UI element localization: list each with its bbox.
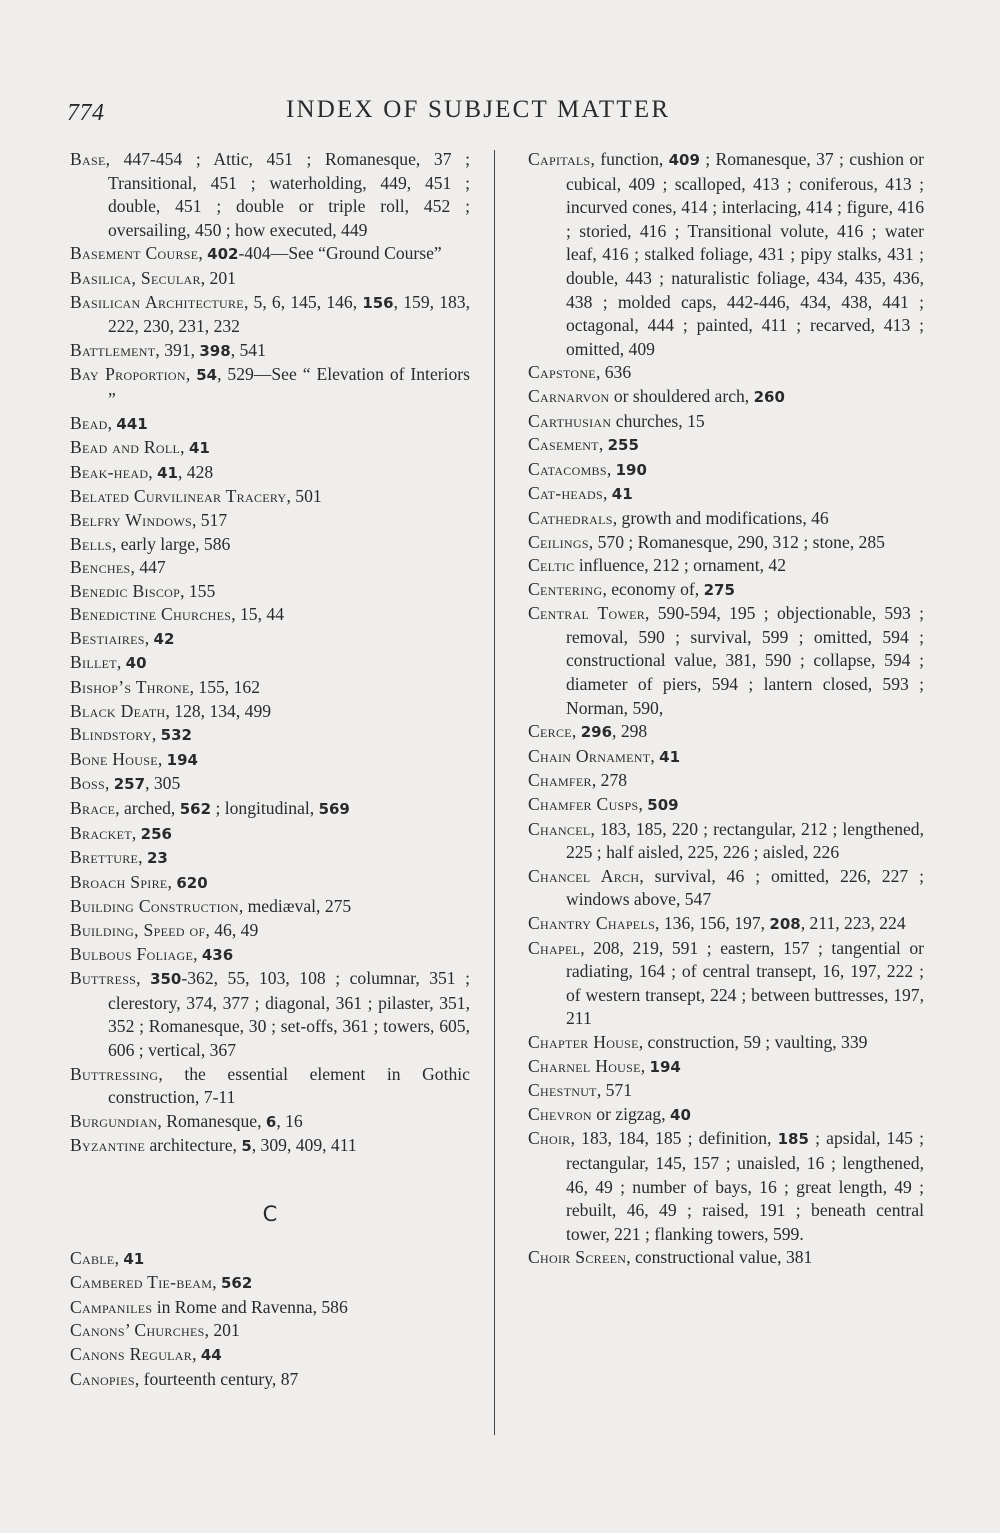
entry-bold-ref: 6 — [265, 1112, 277, 1131]
entry-heading: Bishop’s Throne — [70, 677, 190, 698]
entry-heading: Chapel — [528, 937, 581, 958]
left-column — [70, 148, 470, 1391]
entry-text: , survival, 46 ; omitted, 226, 227 ; windows above, 547 — [566, 865, 925, 910]
entry-bold-ref: 436 — [201, 945, 234, 964]
entry-bold-ref: 350 — [150, 970, 182, 989]
entry-heading: Carnarvon — [528, 385, 610, 406]
entry-text: , 5, 6, 145, 146, — [243, 291, 363, 312]
entry-text: , 541 — [230, 339, 266, 360]
entry-text: , 201 — [200, 267, 236, 288]
entry-bold-ref: 257 — [113, 775, 146, 794]
entry-text: , — [167, 871, 177, 892]
entry-text: , 211, 223, 224 — [800, 913, 906, 933]
column-divider — [494, 150, 495, 1435]
index-entry — [70, 895, 470, 919]
entry-text: , 529—See “ Elevation of Interiors ” — [108, 364, 471, 409]
index-entry — [70, 822, 470, 847]
section-letter: C — [262, 1201, 278, 1226]
entry-text: , 501 — [286, 486, 322, 507]
index-entry — [70, 509, 470, 533]
entry-heading: Bay Proportion — [70, 364, 186, 385]
entry-heading: Bone House — [70, 748, 158, 769]
index-entry — [70, 580, 470, 604]
entry-text: , 590-594, 195 ; objectionable, 593 ; removal, 590 ; survival, 599 ; omitted, 594 ; constructional value, 381, 590 ; collapse, 594 ; diameter of piers, 594 ; lantern closed, 593 ; Norman, 590, — [566, 603, 924, 718]
entry-heading: Bretture — [70, 847, 139, 868]
entry-heading: Buttress — [70, 968, 137, 989]
index-entry — [70, 461, 470, 486]
entry-text: architecture, — [145, 1135, 242, 1156]
entry-heading: Basilica, Secular — [70, 267, 201, 288]
entry-text: , 517 — [191, 509, 228, 530]
entry-text: , construction, 59 ; vaulting, 339 — [638, 1031, 868, 1052]
entry-text: , 208, 219, 591 ; eastern, 157 ; tangential or radiating, 164 ; of central transept, 16, 197, 222 ; of western transept, 224 ; between buttresses, 197, 211 — [566, 937, 924, 1029]
entry-bold-ref: 41 — [157, 463, 178, 482]
entry-heading: Chancel — [528, 818, 591, 839]
index-entry — [528, 458, 924, 483]
index-entry — [70, 651, 470, 676]
entry-text: , 155 — [180, 580, 216, 601]
entry-bold-ref: 190 — [615, 460, 647, 479]
entry-text: , 155, 162 — [189, 677, 260, 698]
entry-heading: Campaniles — [70, 1296, 153, 1317]
entry-text: , — [114, 1247, 124, 1268]
entry-bold-ref: 256 — [140, 824, 172, 843]
index-entry — [528, 1246, 924, 1270]
index-entry — [70, 919, 470, 943]
entry-text: , the essential element in Gothic construction, 7-11 — [108, 1063, 470, 1108]
entry-heading: Casement — [528, 434, 599, 455]
page-title: INDEX OF SUBJECT MATTER — [286, 96, 671, 123]
entry-text: , — [151, 724, 161, 745]
entry-text: , — [116, 652, 126, 673]
entry-heading: Chantry Chapels — [528, 913, 656, 933]
entry-text: , — [640, 1055, 650, 1076]
index-entry — [528, 385, 924, 410]
index-entry — [70, 436, 470, 461]
index-entry — [528, 602, 924, 720]
entry-list-c-continued — [528, 148, 924, 1270]
index-entry — [70, 627, 470, 652]
entry-text: , early large, 586 — [111, 533, 231, 554]
entry-text: , mediæval, 275 — [238, 896, 352, 917]
entry-heading: Billet — [70, 652, 117, 673]
index-entry — [70, 772, 470, 797]
entry-heading: Bulbous Foliage — [70, 943, 194, 964]
index-entry — [528, 482, 924, 507]
entry-heading: Basilican Architecture — [70, 291, 244, 312]
entry-heading: Choir Screen — [528, 1247, 627, 1268]
index-entry — [70, 603, 470, 627]
entry-heading: Canons Regular — [70, 1343, 193, 1364]
entry-heading: Central Tower — [528, 603, 646, 624]
entry-text: , 571 — [596, 1080, 632, 1101]
entry-text: , — [180, 437, 189, 458]
entry-heading: Carthusian — [528, 410, 612, 431]
entry-bold-ref: 441 — [116, 414, 148, 433]
index-entry — [528, 865, 924, 912]
index-entry — [528, 1079, 924, 1103]
entry-heading: Cat-heads — [528, 483, 603, 504]
index-entry — [70, 363, 470, 411]
entry-text: , — [144, 627, 154, 648]
entry-heading: Canopies — [70, 1368, 135, 1389]
entry-text: , function, — [590, 149, 669, 169]
index-entry — [528, 1055, 924, 1080]
entry-text: , 570 ; Romanesque, 290, 312 ; stone, 285 — [588, 531, 885, 552]
index-entry — [70, 1271, 470, 1296]
entry-text: , 183, 184, 185 ; definition, — [570, 1128, 778, 1149]
entry-heading: Chain Ornament — [528, 745, 651, 766]
entry-text: , 305 — [145, 773, 181, 794]
index-entry — [528, 793, 924, 818]
entry-text: , — [104, 773, 114, 794]
entry-text: churches, 15 — [611, 410, 705, 431]
entry-text: , fourteenth century, 87 — [134, 1368, 299, 1389]
entry-heading: Chapter House — [528, 1031, 639, 1052]
index-entry — [70, 1110, 470, 1135]
entry-text: , 278 — [591, 770, 628, 791]
entry-text: , 183, 185, 220 ; rectangular, 212 ; lengthened, 225 ; half aisled, 225, 226 ; aisled, 226 — [566, 818, 924, 863]
right-column — [528, 148, 924, 1270]
entry-text: , 298 — [612, 721, 648, 742]
entry-heading: Bead and Roll — [70, 437, 181, 458]
entry-bold-ref: 402 — [207, 245, 239, 264]
entry-heading: Cable — [70, 1247, 115, 1268]
entry-text: , — [157, 748, 167, 769]
entry-heading: Chamfer — [528, 770, 592, 791]
entry-text: , economy of, — [602, 578, 704, 599]
index-entry — [528, 433, 924, 458]
index-entry — [528, 937, 924, 1031]
index-entry — [70, 1319, 470, 1343]
entry-heading: Beak-head — [70, 461, 149, 482]
entry-text: , — [107, 412, 117, 433]
entry-heading: Choir — [528, 1128, 571, 1149]
entry-text: , — [192, 1343, 201, 1364]
entry-bold-ref: 41 — [659, 747, 681, 766]
entry-heading: Celtic — [528, 555, 575, 576]
entry-text: , — [602, 483, 612, 504]
entry-text: -362, 55, 103, 108 ; columnar, 351 ; clerestory, 374, 377 ; diagonal, 361 ; pilaster, 351, 352 ; Romanesque, 30 ; set-offs, 361 ; towers, 605, 606 ; vertical, 367 — [108, 968, 470, 1060]
entry-bold-ref: 41 — [611, 485, 633, 504]
entry-bold-ref: 296 — [580, 723, 613, 742]
index-entry — [70, 242, 470, 267]
entry-text: ; Romanesque, 37 ; cushion or cubical, 409 ; scalloped, 413 ; coniferous, 413 ; incurved cones, 414 ; interlacing, 414 ; figure, 416 ; storied, 416 ; Transitional volute, 416 ; water leaf, 416 ; stalked foliage, 431 ; pipy stalks, 431 ; double, 443 ; naturalistic foliage, 434, 435, 436, 438 ; molded caps, 442-446, 434, 438, 441 ; octagonal, 444 ; painted, 411 ; recarved, 413 ; omitted, 409 — [566, 149, 924, 359]
entry-text: , — [598, 434, 608, 455]
entry-heading: Byzantine — [70, 1135, 146, 1156]
index-entry — [70, 967, 470, 1062]
entry-heading: Broach Spire — [70, 871, 168, 892]
entry-heading: Chevron — [528, 1103, 592, 1124]
index-entry — [70, 148, 470, 242]
index-entry — [70, 846, 470, 871]
entry-bold-ref: 194 — [649, 1057, 681, 1076]
index-entry — [70, 871, 470, 896]
entry-heading: Belfry Windows — [70, 509, 192, 530]
entry-text: ; longitudinal, — [211, 798, 319, 819]
entry-bold-ref: 620 — [176, 873, 208, 892]
page-number: 774 — [67, 100, 105, 126]
entry-bold-ref: 40 — [670, 1105, 691, 1124]
entry-list-b — [70, 148, 470, 1159]
entry-bold-ref: 398 — [199, 341, 231, 360]
index-entry — [70, 485, 470, 509]
index-entry — [70, 748, 470, 773]
index-entry — [70, 676, 470, 700]
index-entry — [528, 720, 924, 745]
entry-heading: Canons’ Churches — [70, 1320, 205, 1341]
entry-text: , Romanesque, — [157, 1110, 266, 1131]
index-entry — [528, 578, 924, 603]
entry-bold-ref: 255 — [607, 436, 639, 455]
index-entry — [70, 700, 470, 724]
entry-text: , — [212, 1272, 221, 1293]
entry-bold-ref: 275 — [703, 580, 735, 599]
entry-bold-ref: 44 — [200, 1345, 222, 1364]
entry-text: , 15, 44 — [231, 604, 284, 625]
entry-bold-ref: 40 — [125, 654, 147, 673]
entry-bold-ref: 409 — [668, 151, 700, 169]
index-entry — [528, 818, 924, 865]
entry-heading: Cathedrals — [528, 507, 613, 528]
entry-heading: Capstone — [528, 362, 596, 383]
entry-heading: Bead — [70, 412, 108, 433]
index-entry — [70, 291, 470, 339]
index-entry — [528, 912, 924, 937]
index-entry — [70, 1296, 470, 1320]
index-entry — [70, 1247, 470, 1272]
entry-heading: Bracket — [70, 822, 132, 843]
index-entry — [528, 1031, 924, 1055]
entry-heading: Charnel House — [528, 1055, 641, 1076]
entry-text: , 309, 409, 411 — [251, 1135, 357, 1156]
entry-bold-ref: 562 — [179, 800, 212, 819]
entry-heading: Boss — [70, 773, 105, 794]
entry-text: -404—See “Ground Course” — [238, 243, 442, 264]
entry-heading: Catacombs — [528, 458, 607, 479]
entry-text: , — [198, 243, 208, 264]
entry-bold-ref: 509 — [647, 796, 679, 815]
index-entry — [70, 533, 470, 557]
index-entry — [70, 556, 470, 580]
entry-text: , arched, — [115, 798, 180, 819]
entry-text: , — [138, 847, 147, 868]
entry-heading: Basement Course — [70, 243, 199, 264]
entry-text: , 16 — [276, 1110, 303, 1131]
index-entry — [70, 797, 470, 822]
entry-heading: Chancel Arch — [528, 865, 640, 886]
index-entry — [528, 554, 924, 578]
entry-heading: Cerce — [528, 721, 572, 742]
entry-text: ; apsidal, 145 ; rectangular, 145, 157 ; unaisled, 16 ; lengthened, 46, 49 ; number of bays, 16 ; great length, 49 ; rebuilt, 46, 49 ; raised, 191 ; beneath central tower, 221 ; flanking towers, 599. — [566, 1128, 924, 1244]
entry-text: or shouldered arch, — [609, 385, 754, 406]
entry-text: , — [638, 794, 648, 815]
entry-list-c — [70, 1247, 470, 1392]
entry-heading: Chestnut — [528, 1080, 597, 1101]
entry-heading: Blindstory — [70, 724, 152, 745]
entry-text: , 136, 156, 197, — [655, 913, 770, 933]
entry-heading: Benches — [70, 557, 131, 578]
entry-bold-ref: 5 — [241, 1137, 252, 1156]
entry-bold-ref: 260 — [753, 387, 785, 406]
entry-text: , 46, 49 — [205, 920, 259, 940]
entry-bold-ref: 41 — [188, 439, 210, 458]
entry-bold-ref: 54 — [196, 366, 218, 385]
entry-text: , 636 — [595, 362, 632, 383]
entry-text: , — [148, 461, 158, 482]
entry-bold-ref: 532 — [160, 726, 192, 745]
index-entry — [70, 723, 470, 748]
index-entry — [528, 410, 924, 434]
index-entry — [70, 1368, 470, 1392]
entry-heading: Black Death — [70, 700, 166, 721]
entry-text: , 128, 134, 499 — [165, 700, 272, 721]
entry-text: , 159, 183, 222, 230, 231, 232 — [108, 291, 470, 337]
entry-text: , 201 — [204, 1320, 240, 1341]
entry-bold-ref: 185 — [777, 1130, 809, 1149]
entry-text: influence, 212 ; ornament, 42 — [574, 555, 786, 576]
entry-heading: Base — [70, 149, 106, 169]
entry-bold-ref: 23 — [146, 849, 168, 868]
entry-bold-ref: 208 — [769, 915, 801, 933]
index-entry — [70, 339, 470, 364]
entry-heading: Bestiaires — [70, 627, 145, 648]
entry-text: , 447 — [130, 557, 166, 578]
entry-text: , — [185, 364, 197, 385]
index-entry — [70, 1134, 470, 1159]
index-entry — [528, 148, 924, 361]
entry-bold-ref: 41 — [123, 1249, 145, 1268]
index-entry — [70, 1343, 470, 1368]
entry-heading: Chamfer Cusps — [528, 794, 639, 815]
entry-bold-ref: 156 — [362, 293, 394, 312]
entry-heading: Bells — [70, 533, 112, 554]
entry-heading: Brace — [70, 798, 116, 819]
index-entry — [528, 745, 924, 770]
entry-heading: Burgundian — [70, 1110, 158, 1131]
entry-heading: Building, Speed of — [70, 920, 206, 940]
entry-text: or zigzag, — [591, 1103, 671, 1124]
entry-bold-ref: 194 — [166, 750, 198, 769]
entry-text: , — [131, 822, 141, 843]
entry-heading: Building Construction — [70, 896, 239, 917]
entry-heading: Battlement — [70, 339, 156, 360]
entry-heading: Ceilings — [528, 531, 589, 552]
entry-heading: Buttressing — [70, 1063, 159, 1084]
entry-heading: Benedic Biscop — [70, 580, 181, 601]
entry-heading: Benedictine Churches — [70, 604, 232, 625]
entry-bold-ref: 562 — [220, 1274, 253, 1293]
entry-text: , — [606, 458, 616, 479]
entry-text: in Rome and Ravenna, 586 — [152, 1296, 348, 1317]
index-entry — [528, 769, 924, 793]
index-entry — [528, 507, 924, 531]
entry-text: , — [193, 943, 202, 964]
entry-text: , 428 — [177, 461, 214, 482]
entry-heading: Capitals — [528, 149, 591, 169]
entry-bold-ref: 42 — [153, 629, 175, 648]
entry-heading: Centering — [528, 578, 603, 599]
entry-text: , 391, — [155, 339, 200, 360]
entry-heading: Cambered Tie-beam — [70, 1272, 213, 1293]
index-entry — [70, 412, 470, 437]
entry-bold-ref: 569 — [318, 800, 350, 819]
index-entry — [528, 1127, 924, 1246]
entry-text: , — [571, 721, 581, 742]
index-entry — [70, 1063, 470, 1110]
entry-text: , constructional value, 381 — [626, 1247, 813, 1268]
index-entry — [528, 1103, 924, 1128]
index-entry — [70, 267, 470, 291]
index-entry — [70, 943, 470, 968]
entry-text: , — [650, 745, 660, 766]
index-entry — [528, 531, 924, 555]
entry-text: , growth and modifications, 46 — [612, 507, 829, 528]
entry-heading: Belated Curvilinear Tracery — [70, 486, 287, 507]
entry-text: , 447-454 ; Attic, 451 ; Romanesque, 37 ; Transitional, 451 ; waterholding, 449, 451 ; double, 451 ; double or triple roll, 452 ; oversailing, 450 ; how executed, 449 — [105, 149, 470, 240]
entry-text: , — [136, 968, 151, 989]
index-entry — [528, 361, 924, 385]
